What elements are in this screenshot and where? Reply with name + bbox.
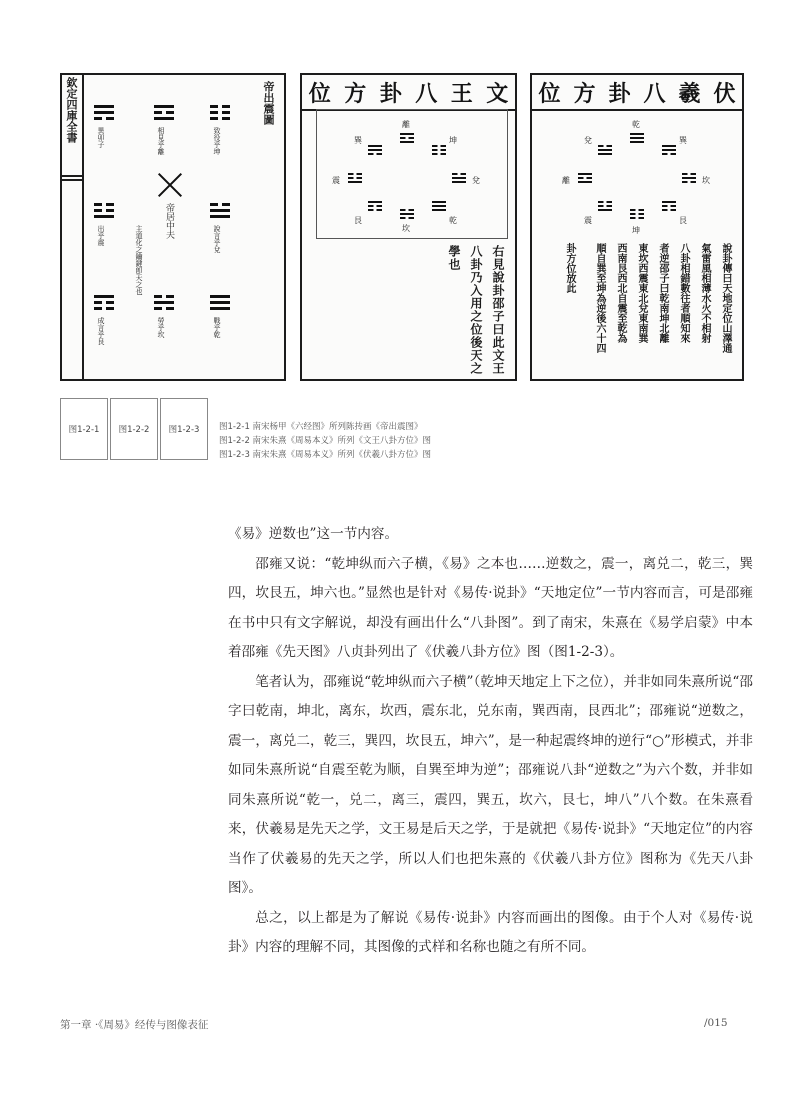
figure-di-chu-zhen-tu (60, 73, 286, 381)
trigram (662, 201, 676, 213)
trigram-gen (94, 295, 114, 313)
trigram (630, 209, 644, 221)
note-column: 順自巽至坤為逆後六十四 (594, 243, 605, 353)
compass-label: 艮 (679, 216, 687, 225)
trigram (598, 201, 612, 213)
figure-fu-xi-ba-gua (530, 73, 744, 381)
compass-label: 震 (584, 216, 592, 225)
note-column: 者逆邵子曰乾南坤北離 (657, 243, 668, 343)
trigram (578, 173, 592, 185)
note-column: 氣雷風相薄水火不相射 (699, 243, 710, 343)
trigram (400, 133, 414, 145)
note-column: 西南艮西北自震至乾為 (615, 243, 626, 343)
trigram-zhen (94, 203, 114, 221)
compass-label: 坎 (702, 176, 710, 185)
heading-char: 王 (450, 80, 473, 107)
compass-label: 坎 (402, 224, 410, 233)
trigram (452, 173, 466, 185)
compass-label: 坤 (449, 136, 457, 145)
paragraph: 《易》逆数也”这一节内容。 (228, 526, 399, 542)
heading-char: 文 (486, 80, 509, 107)
label-top-left: 異卯子 (97, 127, 105, 148)
note-column: 右見說卦邵子曰此文王 (491, 245, 505, 375)
page-number: /015 (704, 1017, 728, 1029)
label-bot-right: 戰乎乾 (213, 317, 221, 338)
label-bot-left: 成言乎艮 (97, 317, 105, 345)
trigram (368, 145, 382, 157)
heading-char: 方 (344, 80, 367, 107)
compass-label: 乾 (449, 216, 457, 225)
compass-label: 兌 (472, 176, 480, 185)
heading-char: 八 (643, 80, 666, 107)
compass-label: 離 (402, 120, 410, 129)
figure-title: 帝出震圖 (262, 81, 275, 125)
compass-label: 巽 (679, 136, 687, 145)
heading-char: 羲 (678, 80, 701, 107)
compass-label: 艮 (354, 216, 362, 225)
trigram-qian (210, 295, 230, 313)
note-column: 八卦乃入用之位後天之 (469, 245, 483, 375)
center-text: 帝居中夫 (164, 203, 174, 239)
running-footer: 第一章 ·《周易》经传与图像表征 (60, 1019, 209, 1031)
trigram (662, 145, 676, 157)
trigram (432, 201, 446, 213)
trigram (432, 145, 446, 157)
trigram-kun-upper (210, 105, 230, 123)
compass-label: 坤 (632, 226, 640, 235)
trigram-kan (154, 295, 174, 313)
label-mid-left: 出乎震 (97, 225, 105, 246)
label-mid-right: 說言乎兌 (213, 225, 221, 253)
spine-rule (62, 179, 82, 181)
note-column: 說卦傳曰天地定位山澤通 (720, 243, 731, 353)
paragraph: 邵雍又说：“乾坤纵而六子横，《易》之本也……逆数之，震一，离兑二，乾三，巽四，坎艮五，坤六也。”显然也是针对《易传·说卦》“天地定位”一节内容而言，可是邵雍在书中只有文字解说，却没有画出什么“八卦图”。到了南宋，朱熹在《易学启蒙》中本着邵雍《先天图》八贞卦列出了《伏羲八卦方位》图（图1-2-3）。 (228, 555, 753, 660)
figure-wen-wang-ba-gua (300, 73, 517, 381)
heading-char: 位 (538, 80, 561, 107)
heading-char: 伏 (713, 80, 736, 107)
compass-label: 離 (562, 176, 570, 185)
trigram (598, 145, 612, 157)
body-text (228, 520, 753, 963)
figure-heading (532, 75, 742, 111)
trigram-xun (94, 105, 114, 123)
compass-label: 震 (332, 176, 340, 185)
label-top-mid: 相見乎離 (157, 127, 165, 155)
figure-caption: 图1-2-3 南宋朱熹《周易本义》所列《伏羲八卦方位》图 (219, 450, 432, 460)
center-note: 主道化之鑰鍵卽天之也 (135, 225, 143, 295)
note-column: 八卦相錯數往者順知來 (678, 243, 689, 343)
heading-char: 位 (308, 80, 331, 107)
note-column: 學也 (447, 245, 461, 271)
trigram (348, 173, 362, 185)
book-spine (62, 75, 84, 379)
figure-label-box: 图1-2-2 (110, 398, 158, 460)
figure-heading (302, 75, 515, 111)
heading-char: 八 (415, 80, 438, 107)
heading-char: 卦 (379, 80, 402, 107)
compass-label: 巽 (354, 136, 362, 145)
trigram (400, 209, 414, 221)
spine-title: 欽定四庫全書 (65, 77, 78, 143)
figure-label-box: 图1-2-1 (60, 398, 108, 460)
paragraph: 总之，以上都是为了解说《易传·说卦》内容而画出的图像。由于个人对《易传·说卦》内容的理解不同，其图像的式样和名称也随之有所不同。 (228, 909, 753, 955)
spine-rule (62, 175, 82, 177)
note-column: 卦方位放此 (564, 243, 575, 293)
label-bot-mid: 勞乎坎 (157, 317, 165, 338)
compass-label: 兌 (584, 136, 592, 145)
heading-char: 方 (573, 80, 596, 107)
trigram (630, 133, 644, 145)
label-top-right: 致役乎坤 (213, 127, 221, 155)
trigram-dui (210, 203, 230, 221)
trigram (682, 173, 696, 185)
figure-caption: 图1-2-1 南宋杨甲《六经图》所列陈抟画《帝出震图》 (219, 422, 423, 432)
note-column: 東坎西震東北兌東南巽 (636, 243, 647, 343)
center-cross (158, 173, 182, 197)
trigram-li (154, 105, 174, 123)
paragraph: 笔者认为，邵雍说“乾坤纵而六子横”（乾坤天地定上下之位），并非如同朱熹所说“邵字曰乾南，坤北，离东，坎西，震东北，兑东南，巽西南，艮西北”；邵雍说“逆数之，震一，离兑二，乾三，巽四，坎艮五，坤六”，是一种起震终坤的逆行“○”形模式，并非如同朱熹所说“自震至乾为顺，自巽至坤为逆”；邵雍说八卦“逆数之”为六个数，并非如同朱熹所说“乾一，兑二，离三，震四，巽五，坎六，艮七，坤八”八个数。在朱熹看来，伏羲易是先天之学，文王易是后天之学，于是就把《易传·说卦》“天地定位”的内容当作了伏羲易的先天之学，所以人们也把朱熹的《伏羲八卦方位》图称为《先天八卦图》。 (228, 673, 753, 896)
compass-label: 乾 (632, 120, 640, 129)
figure-label-box: 图1-2-3 (160, 398, 208, 460)
heading-char: 卦 (608, 80, 631, 107)
trigram (368, 201, 382, 213)
figure-caption: 图1-2-2 南宋朱熹《周易本义》所列《文王八卦方位》图 (219, 436, 432, 446)
